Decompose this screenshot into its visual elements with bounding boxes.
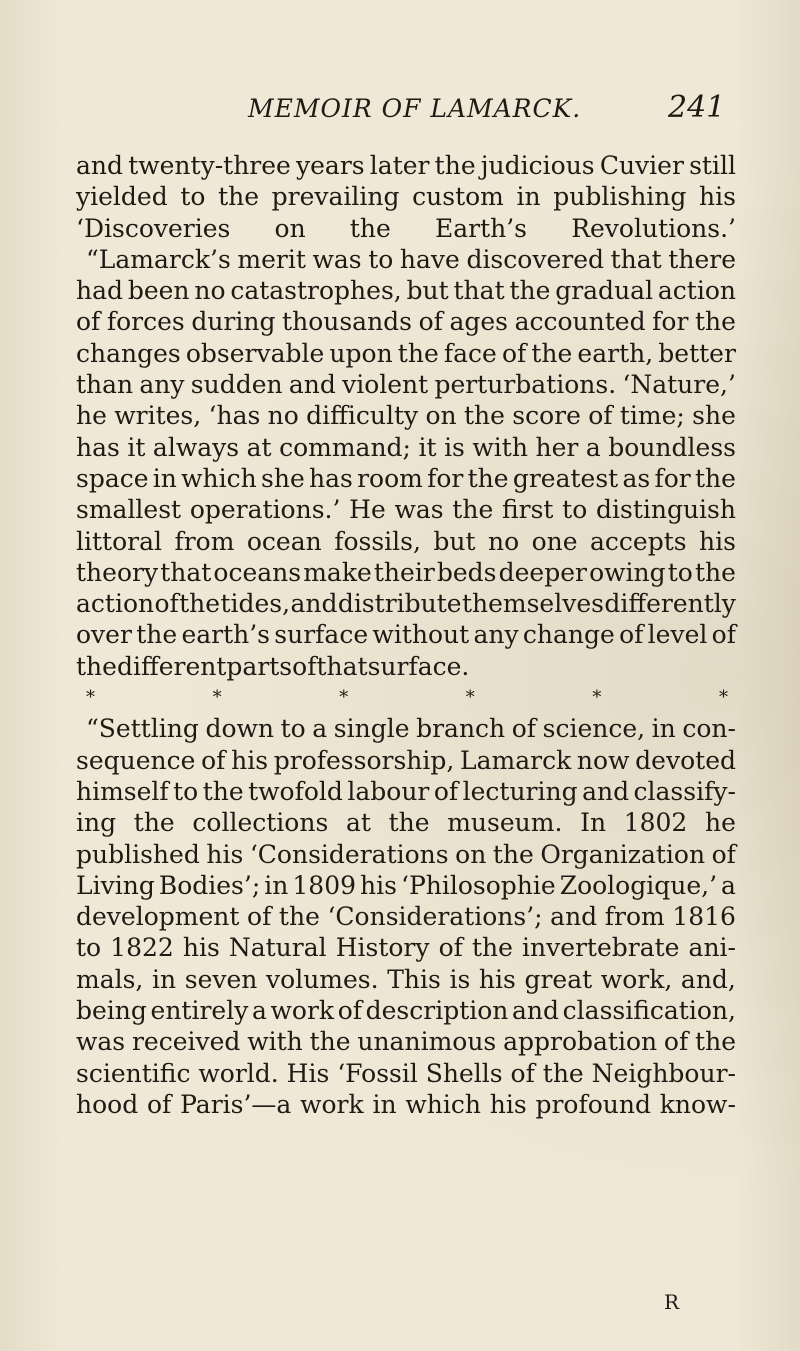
text-line: action of the tides, and distribute themselves differently <box>76 589 736 619</box>
text-line: space in which she has room for the greatest as for the <box>76 463 736 493</box>
text-line: littoral from ocean fossils, but no one accepts his <box>76 526 736 556</box>
text-line: and twenty-three years later the judicious Cuvier still <box>76 151 736 180</box>
text-line: had been no catastrophes, but that the gradual action <box>76 276 736 306</box>
text-line: ing the collections at the museum. In 1802 he <box>76 808 736 838</box>
text-line: of forces during thousands of ages accounted for the <box>76 307 736 337</box>
text-line: was received with the unanimous approbation of the <box>76 1027 736 1057</box>
text-line: yielded to the prevailing custom in publishing his <box>76 182 736 212</box>
asterisk: * <box>465 687 475 709</box>
text-line: development of the ‘Considerations’; and from 1816 <box>76 902 736 932</box>
page-number: 241 <box>668 90 726 125</box>
text-line: ‘Discoveries on the Earth’s Revolutions.’ <box>76 213 736 243</box>
text-line: the different parts of that surface. <box>76 651 470 681</box>
section-separator <box>76 682 736 713</box>
text-line: smallest operations.’ He was the first to distinguish <box>76 495 736 525</box>
text-line: hood of Paris’—a work in which his profound know- <box>76 1089 736 1119</box>
text-line: scientific world. His ‘Fossil Shells of the Neighbour- <box>76 1058 736 1088</box>
text-line: he writes, ‘has no difficulty on the score of time; she <box>76 401 736 431</box>
text-line: mals, in seven volumes. This is his great work, and, <box>76 964 736 994</box>
paragraph-block-1 <box>76 150 736 682</box>
body-text <box>76 150 736 1120</box>
text-line: changes observable upon the face of the earth, better <box>76 338 736 368</box>
running-title: MEMOIR OF LAMARCK. <box>248 94 582 123</box>
text-line: himself to the twofold labour of lecturing and classify- <box>76 776 736 806</box>
text-line: published his ‘Considerations on the Organization of <box>76 839 736 869</box>
text-line: being entirely a work of description and classification, <box>76 996 736 1026</box>
text-line: to 1822 his Natural History of the invertebrate ani- <box>76 933 736 963</box>
text-line: “Lamarck’s merit was to have discovered that there <box>86 244 736 274</box>
text-line: over the earth’s surface without any change of level of <box>76 620 736 650</box>
text-line: “Settling down to a single branch of science, in con- <box>86 714 736 744</box>
asterisk: * <box>86 687 95 709</box>
paragraph-block-2 <box>76 713 736 1120</box>
text-line: theory that oceans make their beds deeper owing to the <box>76 557 736 587</box>
asterisk: * <box>592 687 602 709</box>
text-line: Living Bodies’; in 1809 his ‘Philosophie Zoologique,’ a <box>76 870 736 900</box>
asterisk: * <box>339 687 349 709</box>
running-head <box>0 90 800 130</box>
signature-mark: R <box>664 1290 681 1314</box>
text-line: than any sudden and violent perturbations. ‘Nature,’ <box>76 370 736 400</box>
asterisk: * <box>212 687 222 709</box>
asterisk: * <box>718 687 728 709</box>
text-line: sequence of his professorship, Lamarck now devoted <box>76 745 736 775</box>
text-line: has it always at command; it is with her a boundless <box>76 432 736 462</box>
